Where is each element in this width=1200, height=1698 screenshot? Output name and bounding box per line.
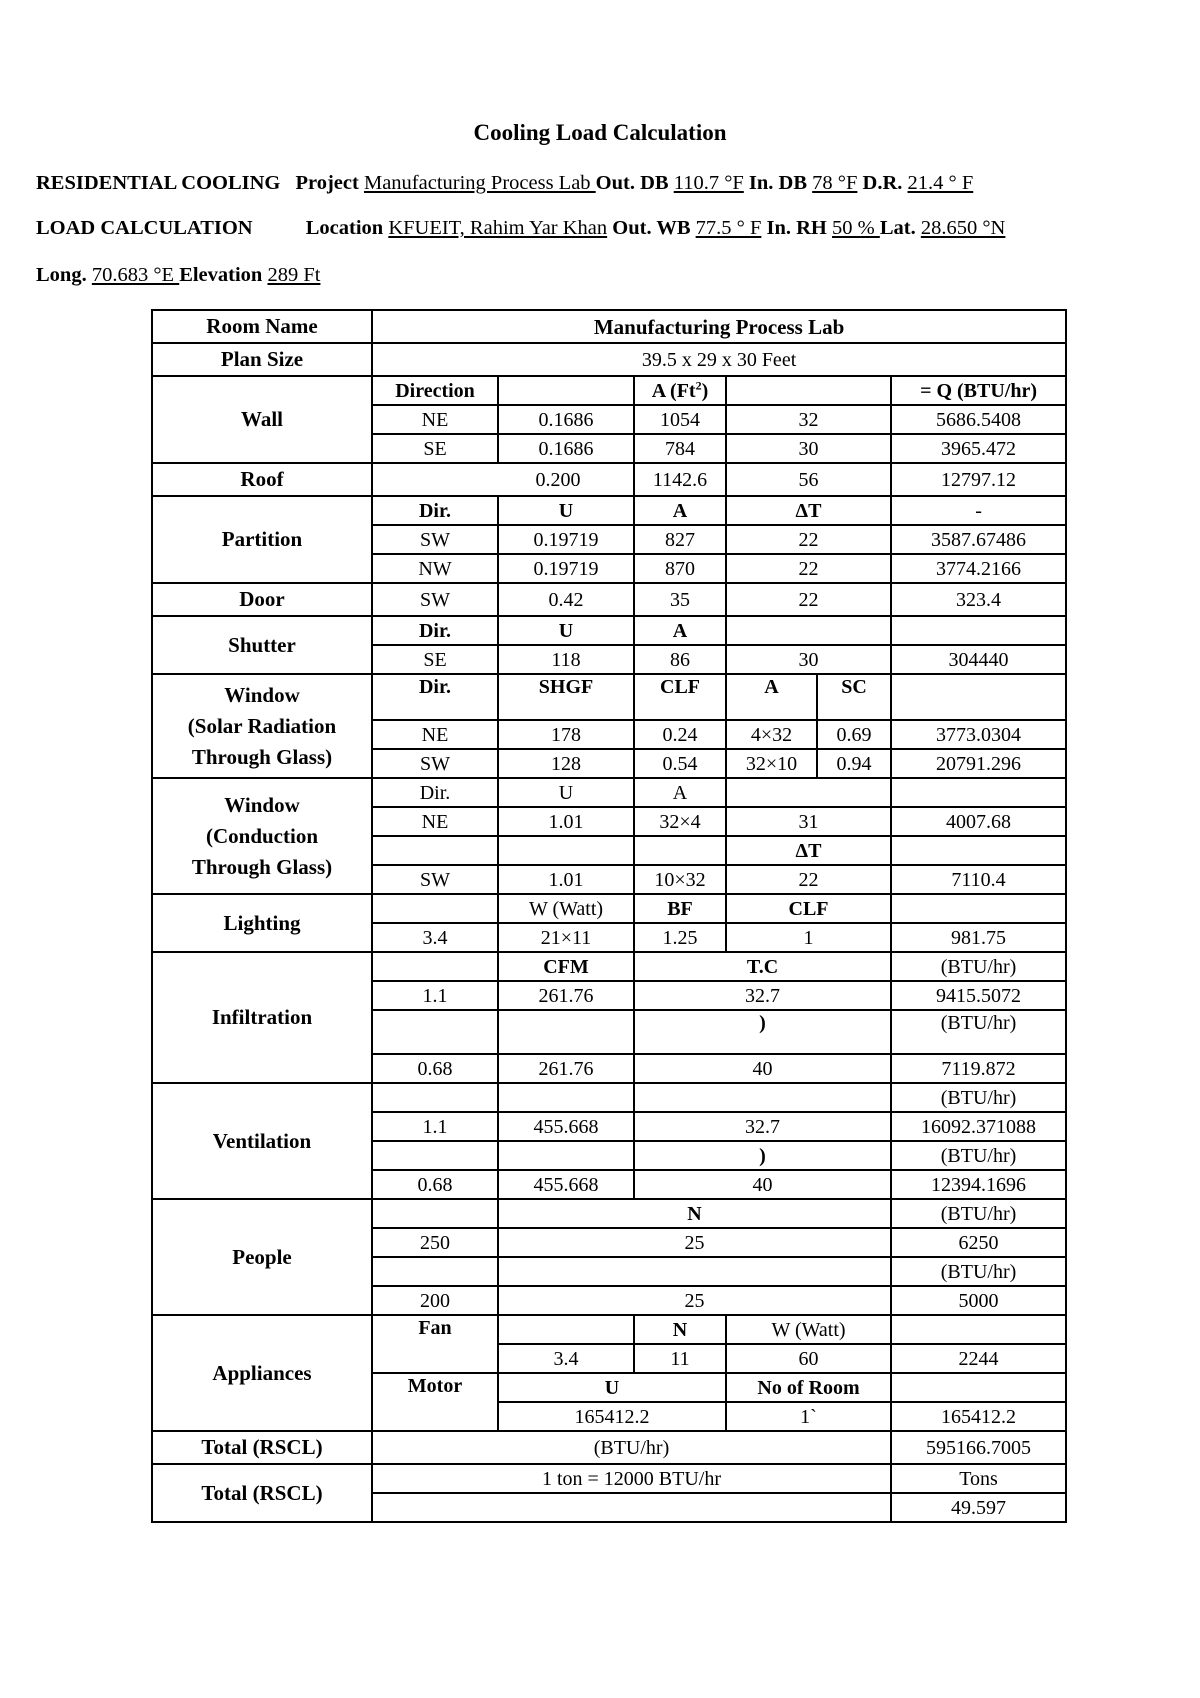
ventilation-mid-header: ) — [634, 1141, 891, 1170]
window-solar-label: Window (Solar Radiation Through Glass) — [152, 674, 372, 778]
roof-dt: 56 — [726, 463, 891, 496]
in-rh-label: In. RH — [766, 217, 827, 239]
wall-area-header: A (Ft$^2$) — [634, 376, 726, 405]
plan-size-label: Plan Size — [152, 343, 372, 376]
cell: SW — [372, 865, 498, 894]
cell: 981.75 — [891, 923, 1066, 952]
window-cond-empty-cell — [891, 836, 1066, 865]
cell: 2244 — [891, 1344, 1066, 1373]
infiltration-cfm-header: CFM — [498, 952, 634, 981]
out-db-label: Out. DB — [595, 172, 669, 194]
ventilation-empty-cell — [634, 1083, 891, 1112]
window-cond-header-row — [152, 778, 1066, 807]
out-db-value: 110.7 °F — [673, 172, 744, 194]
appliances-w-header: W (Watt) — [726, 1315, 891, 1344]
roof-a: 1142.6 — [634, 463, 726, 496]
cell: 22 — [726, 865, 891, 894]
cell: 30 — [726, 434, 891, 463]
in-rh-value: 50 % — [832, 217, 880, 239]
appliances-n-header: N — [634, 1315, 726, 1344]
infiltration-header-row — [152, 952, 1066, 981]
infiltration-empty-cell — [372, 1010, 498, 1054]
ventilation-empty-cell — [498, 1083, 634, 1112]
room-name-label: Room Name — [152, 310, 372, 343]
lighting-clf-header: CLF — [726, 894, 891, 923]
cell: 25 — [498, 1228, 891, 1257]
cell: NE — [372, 807, 498, 836]
project-label: Project — [295, 172, 359, 194]
in-db-value: 78 °F — [812, 172, 858, 194]
shutter-q: 304440 — [891, 645, 1066, 674]
window-cond-u-header: U — [498, 778, 634, 807]
shutter-a: 86 — [634, 645, 726, 674]
cell: 32.7 — [634, 981, 891, 1010]
total-btu-unit: (BTU/hr) — [372, 1431, 891, 1464]
cell: 827 — [634, 525, 726, 554]
cell: 870 — [634, 554, 726, 583]
cell: 0.68 — [372, 1170, 498, 1199]
window-solar-header-row — [152, 674, 1066, 720]
ventilation-q-header: (BTU/hr) — [891, 1083, 1066, 1112]
dr-value: 21.4 ° F — [907, 172, 974, 194]
shutter-label: Shutter — [152, 616, 372, 674]
cell: 1 — [726, 923, 891, 952]
infiltration-tc-header: T.C — [634, 952, 891, 981]
cell: 60 — [726, 1344, 891, 1373]
window-cond-a-header: A — [634, 778, 726, 807]
cell: 3774.2166 — [891, 554, 1066, 583]
cell: 40 — [634, 1170, 891, 1199]
cell: 5686.5408 — [891, 405, 1066, 434]
roof-row — [152, 463, 1066, 496]
cell: 0.54 — [634, 749, 726, 778]
infiltration-empty-cell — [498, 1010, 634, 1054]
infiltration-label: Infiltration — [152, 952, 372, 1083]
shutter-u-header: U — [498, 616, 634, 645]
people-q-header-2: (BTU/hr) — [891, 1257, 1066, 1286]
door-label: Door — [152, 583, 372, 616]
cell: 178 — [498, 720, 634, 749]
appliances-fan-header-row — [152, 1315, 1066, 1344]
total-btu-row — [152, 1431, 1066, 1464]
cell: 0.1686 — [498, 434, 634, 463]
shutter-header-row — [152, 616, 1066, 645]
window-solar-empty-cell — [891, 674, 1066, 720]
partition-dir-header: Dir. — [372, 496, 498, 525]
cell: 3587.67486 — [891, 525, 1066, 554]
appliances-u-header: U — [498, 1373, 726, 1402]
long-value: 70.683 °E — [91, 264, 180, 286]
door-dir: SW — [372, 583, 498, 616]
window-cond-empty-cell — [891, 778, 1066, 807]
cell: 1.01 — [498, 865, 634, 894]
cell: 165412.2 — [891, 1402, 1066, 1431]
cell: 9415.5072 — [891, 981, 1066, 1010]
people-n-header: N — [498, 1199, 891, 1228]
partition-a-header: A — [634, 496, 726, 525]
window-cond-dt-header: ΔT — [726, 836, 891, 865]
people-empty-cell — [498, 1257, 891, 1286]
door-a: 35 — [634, 583, 726, 616]
wall-q-header: = Q (BTU/hr) — [891, 376, 1066, 405]
cell: 1.1 — [372, 981, 498, 1010]
shutter-dir: SE — [372, 645, 498, 674]
header-line-3 — [36, 264, 320, 287]
window-solar-a-header: A — [726, 674, 817, 720]
window-cond-empty-cell — [498, 836, 634, 865]
people-q-header: (BTU/hr) — [891, 1199, 1066, 1228]
wall-empty-cell — [726, 376, 891, 405]
header-load-calculation: LOAD CALCULATION — [36, 217, 253, 239]
appliances-label: Appliances — [152, 1315, 372, 1431]
cell: 32 — [726, 405, 891, 434]
cell: 4007.68 — [891, 807, 1066, 836]
cell: NE — [372, 720, 498, 749]
total-conversion: 1 ton = 12000 BTU/hr — [372, 1464, 891, 1493]
cell: 22 — [726, 525, 891, 554]
room-name-value: Manufacturing Process Lab — [372, 310, 1066, 343]
ventilation-empty-cell — [498, 1141, 634, 1170]
people-label: People — [152, 1199, 372, 1315]
roof-label: Roof — [152, 463, 372, 496]
in-db-label: In. DB — [748, 172, 808, 194]
cell: 250 — [372, 1228, 498, 1257]
lighting-w-header: W (Watt) — [498, 894, 634, 923]
door-dt: 22 — [726, 583, 891, 616]
cooling-load-table — [151, 309, 1067, 1523]
cell: 10×32 — [634, 865, 726, 894]
shutter-empty-cell — [726, 616, 891, 645]
cell: 0.94 — [817, 749, 891, 778]
window-cond-empty-cell — [634, 836, 726, 865]
wall-empty-cell — [498, 376, 634, 405]
ventilation-label: Ventilation — [152, 1083, 372, 1199]
cell: 0.24 — [634, 720, 726, 749]
cell: 3.4 — [372, 923, 498, 952]
partition-q-header: - — [891, 496, 1066, 525]
appliances-rooms-header: No of Room — [726, 1373, 891, 1402]
project-value: Manufacturing Process Lab — [363, 172, 596, 194]
cell: 25 — [498, 1286, 891, 1315]
partition-dt-header: ΔT — [726, 496, 891, 525]
cell: 455.668 — [498, 1112, 634, 1141]
cell: 261.76 — [498, 1054, 634, 1083]
lighting-empty-cell — [372, 894, 498, 923]
cell: 0.19719 — [498, 525, 634, 554]
cell: 22 — [726, 554, 891, 583]
wall-header-row — [152, 376, 1066, 405]
header-residential-cooling: RESIDENTIAL COOLING — [36, 172, 281, 194]
cell: 3773.0304 — [891, 720, 1066, 749]
infiltration-empty-cell — [372, 952, 498, 981]
cell: 1.1 — [372, 1112, 498, 1141]
cell: SW — [372, 749, 498, 778]
shutter-empty-cell — [891, 616, 1066, 645]
cell: 7119.872 — [891, 1054, 1066, 1083]
cell: 21×11 — [498, 923, 634, 952]
window-solar-sc-header: SC — [817, 674, 891, 720]
cell: 165412.2 — [498, 1402, 726, 1431]
cell: 40 — [634, 1054, 891, 1083]
dr-label: D.R. — [862, 172, 903, 194]
total-tons-value: 49.597 — [891, 1493, 1066, 1522]
cell: 32.7 — [634, 1112, 891, 1141]
shutter-a-header: A — [634, 616, 726, 645]
lighting-label: Lighting — [152, 894, 372, 952]
lat-label: Lat. — [879, 217, 916, 239]
cell: 3965.472 — [891, 434, 1066, 463]
header-line-2 — [36, 217, 1005, 240]
total-btu-value: 595166.7005 — [891, 1431, 1066, 1464]
cell: 3.4 — [498, 1344, 634, 1373]
ventilation-empty-cell — [372, 1141, 498, 1170]
door-u: 0.42 — [498, 583, 634, 616]
cell: 11 — [634, 1344, 726, 1373]
elevation-value: 289 Ft — [267, 264, 321, 286]
window-cond-dir-header: Dir. — [372, 778, 498, 807]
partition-label: Partition — [152, 496, 372, 583]
people-empty-cell — [372, 1257, 498, 1286]
cell: 128 — [498, 749, 634, 778]
cell: 1.01 — [498, 807, 634, 836]
people-empty-cell — [372, 1199, 498, 1228]
cell: 1` — [726, 1402, 891, 1431]
roof-q: 12797.12 — [891, 463, 1066, 496]
appliances-fan-label: Fan — [372, 1315, 498, 1373]
cell: 784 — [634, 434, 726, 463]
elevation-label: Elevation — [179, 264, 263, 286]
wall-direction-header: Direction — [372, 376, 498, 405]
cell: 16092.371088 — [891, 1112, 1066, 1141]
total-empty-cell — [372, 1493, 891, 1522]
out-wb-value: 77.5 ° F — [695, 217, 762, 239]
window-solar-shgf-header: SHGF — [498, 674, 634, 720]
ventilation-q-header-2: (BTU/hr) — [891, 1141, 1066, 1170]
cell: 7110.4 — [891, 865, 1066, 894]
window-cond-empty-cell — [372, 836, 498, 865]
out-wb-label: Out. WB — [612, 217, 691, 239]
location-value: KFUEIT, Rahim Yar Khan — [388, 217, 608, 239]
header-line-1 — [36, 172, 973, 195]
page-title: Cooling Load Calculation — [473, 120, 727, 145]
cell: SE — [372, 434, 498, 463]
location-label: Location — [305, 217, 384, 239]
cell: 6250 — [891, 1228, 1066, 1257]
room-name-row — [152, 310, 1066, 343]
partition-u-header: U — [498, 496, 634, 525]
cell: 20791.296 — [891, 749, 1066, 778]
window-cond-label: Window (Conduction Through Glass) — [152, 778, 372, 894]
window-solar-clf-header: CLF — [634, 674, 726, 720]
appliances-empty-cell — [891, 1315, 1066, 1344]
cell: SW — [372, 525, 498, 554]
cell: 32×10 — [726, 749, 817, 778]
lighting-header-row — [152, 894, 1066, 923]
shutter-dir-header: Dir. — [372, 616, 498, 645]
infiltration-mid-header: ) — [634, 1010, 891, 1054]
appliances-motor-label: Motor — [372, 1373, 498, 1431]
window-solar-dir-header: Dir. — [372, 674, 498, 720]
cell: 0.1686 — [498, 405, 634, 434]
total-tons-header-row — [152, 1464, 1066, 1493]
long-label: Long. — [36, 264, 87, 286]
cell: 200 — [372, 1286, 498, 1315]
infiltration-q-header-2: (BTU/hr) — [891, 1010, 1066, 1054]
total-tons-label: Total (RSCL) — [152, 1464, 372, 1522]
roof-u: 0.200 — [372, 463, 634, 496]
appliances-empty-cell — [891, 1373, 1066, 1402]
ventilation-header-row — [152, 1083, 1066, 1112]
lighting-bf-header: BF — [634, 894, 726, 923]
cell: 31 — [726, 807, 891, 836]
plan-size-value: 39.5 x 29 x 30 Feet — [372, 343, 1066, 376]
cell: 1.25 — [634, 923, 726, 952]
partition-header-row — [152, 496, 1066, 525]
cell: 5000 — [891, 1286, 1066, 1315]
cell: 261.76 — [498, 981, 634, 1010]
cell: 1054 — [634, 405, 726, 434]
lighting-empty-cell — [891, 894, 1066, 923]
cell: NE — [372, 405, 498, 434]
appliances-empty-cell — [498, 1315, 634, 1344]
people-header-row — [152, 1199, 1066, 1228]
cell: 0.19719 — [498, 554, 634, 583]
door-q: 323.4 — [891, 583, 1066, 616]
lat-value: 28.650 °N — [920, 217, 1006, 239]
window-cond-empty-cell — [726, 778, 891, 807]
shutter-dt: 30 — [726, 645, 891, 674]
cell: 32×4 — [634, 807, 726, 836]
cell: 0.69 — [817, 720, 891, 749]
ventilation-empty-cell — [372, 1083, 498, 1112]
total-tons-unit: Tons — [891, 1464, 1066, 1493]
plan-size-row — [152, 343, 1066, 376]
infiltration-q-header: (BTU/hr) — [891, 952, 1066, 981]
cell: 4×32 — [726, 720, 817, 749]
shutter-u: 118 — [498, 645, 634, 674]
cell: NW — [372, 554, 498, 583]
door-row — [152, 583, 1066, 616]
cell: 455.668 — [498, 1170, 634, 1199]
wall-label: Wall — [152, 376, 372, 463]
cell: 0.68 — [372, 1054, 498, 1083]
total-btu-label: Total (RSCL) — [152, 1431, 372, 1464]
cell: 12394.1696 — [891, 1170, 1066, 1199]
